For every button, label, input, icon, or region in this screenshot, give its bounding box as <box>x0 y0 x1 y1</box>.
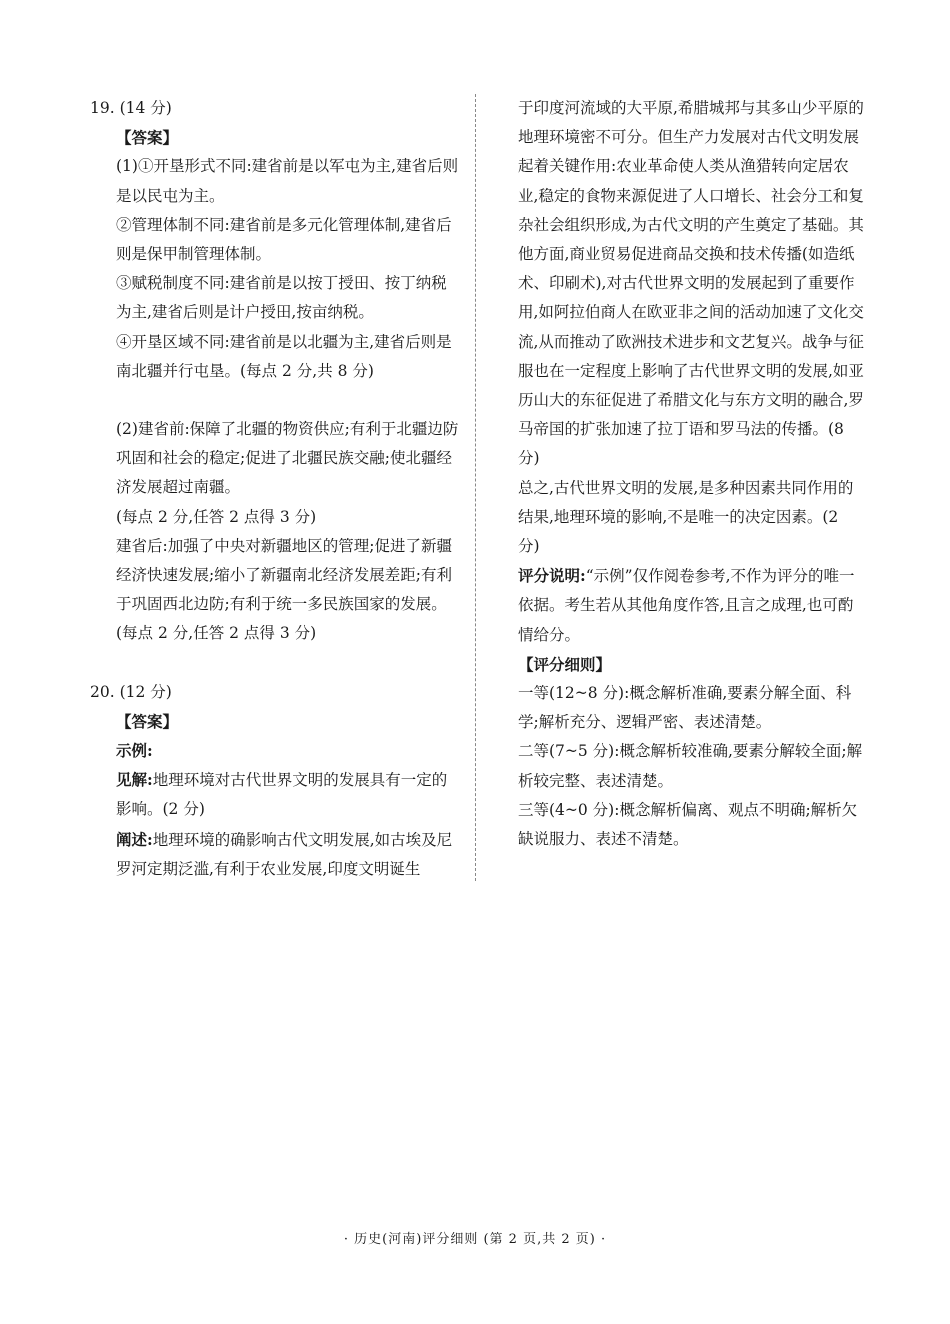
q20-view-label: 见解: <box>116 770 153 790</box>
q20-grade-3: 三等(4~0 分):概念解析偏离、观点不明确;解析欠缺说服力、表述不清楚。 <box>518 800 858 849</box>
q20-example-label: 示例: <box>116 741 153 761</box>
q20-argue-text-left: 地理环境的确影响古代文明发展,如古埃及尼罗河定期泛滥,有利于农业发展,印度文明诞生 <box>116 830 453 878</box>
q20-answer-label: 【答案】 <box>116 711 179 731</box>
q19-part2-score: (每点 2 分,任答 2 点得 3 分) <box>116 507 317 526</box>
q20-grade-1: 一等(12~8 分):概念解析准确,要素分解全面、科学;解析充分、逻辑严密、表述清楚。 <box>518 684 852 732</box>
q19-answer-label: 【答案】 <box>116 128 179 148</box>
q20-argue-label: 阐述: <box>116 829 153 849</box>
q19-part1-point2: ②管理体制不同:建省前是多元化管理体制,建省后则是保甲制管理体制。 <box>116 215 452 264</box>
q20-rubric-label: 【评分细则】 <box>518 654 612 674</box>
q20-argue-text-right: 于印度河流域的大平原,希腊城邦与其多山少平原的地理环境密不可分。但生产力发展对古代文明发展起着关键作用:农业革命使人类从渔猎转向定居农业,稳定的食物来源促进了人口增长、社会分工和复杂社会组织形成,为古代文明的产生奠定了基础。其他方面,商业贸易促进商品交换和技术传播(如造纸术、印刷术),对古代世界文明的发展起到了重要作用,如阿拉伯商人在欧亚非之间的活动加速了文化交流,从而推动了欧洲技术进步和文艺复兴。战争与征服也在一定程度上影响了古代世界文明的发展,如亚历山大的东征促进了希腊文化与东方文明的融合,罗马帝国的扩张加速了拉丁语和罗马法的传播。(8 分) <box>518 99 864 468</box>
q20-note-label: 评分说明: <box>518 566 586 586</box>
q19-part2-after: 建省后:加强了中央对新疆地区的管理;促进了新疆经济快速发展;缩小了新疆南北经济发展差距;有利于巩固西北边防;有利于统一多民族国家的发展。(每点 2 分,任答 2 点得 3 分) <box>116 536 452 643</box>
column-divider <box>475 94 476 881</box>
q19-part1-point3: ③赋税制度不同:建省前是以按丁授田、按丁纳税为主,建省后则是计户授田,按亩纳税。 <box>116 274 447 322</box>
right-column <box>518 94 864 854</box>
question-19-number: 19. (14 分) <box>90 99 172 117</box>
q20-argue <box>90 825 462 884</box>
q20-view <box>90 765 462 824</box>
q19-part1-point4: ④开垦区域不同:建省前是以北疆为主,建省后则是南北疆并行屯垦。(每点 2 分,共 8 分) <box>116 332 452 380</box>
q20-scoring-note <box>518 561 864 650</box>
q20-conclusion: 总之,古代世界文明的发展,是多种因素共同作用的结果,地理环境的影响,不是唯一的决定因素。(2 分) <box>518 478 854 556</box>
q20-view-text: 地理环境对古代世界文明的发展具有一定的影响。(2 分) <box>116 771 448 819</box>
q20-note-text: “示例”仅作阅卷参考,不作为评分的唯一依据。考生若从其他角度作答,且言之成理,也可酌情给分。 <box>518 567 855 644</box>
left-column <box>90 94 462 884</box>
q19-part1-point1: (1)①开垦形式不同:建省前是以军屯为主,建省后则是以民屯为主。 <box>116 157 459 205</box>
q19-part2-before: (2)建省前:保障了北疆的物资供应;有利于北疆边防巩固和社会的稳定;促进了北疆民族交融;使北疆经济发展超过南疆。 <box>116 420 459 497</box>
q20-grade-2: 二等(7~5 分):概念解析较准确,要素分解较全面;解析较完整、表述清楚。 <box>518 742 863 790</box>
question-20-number: 20. (12 分) <box>90 682 172 701</box>
page-footer: · 历史(河南)评分细则 (第 2 页,共 2 页) · <box>343 1232 607 1247</box>
